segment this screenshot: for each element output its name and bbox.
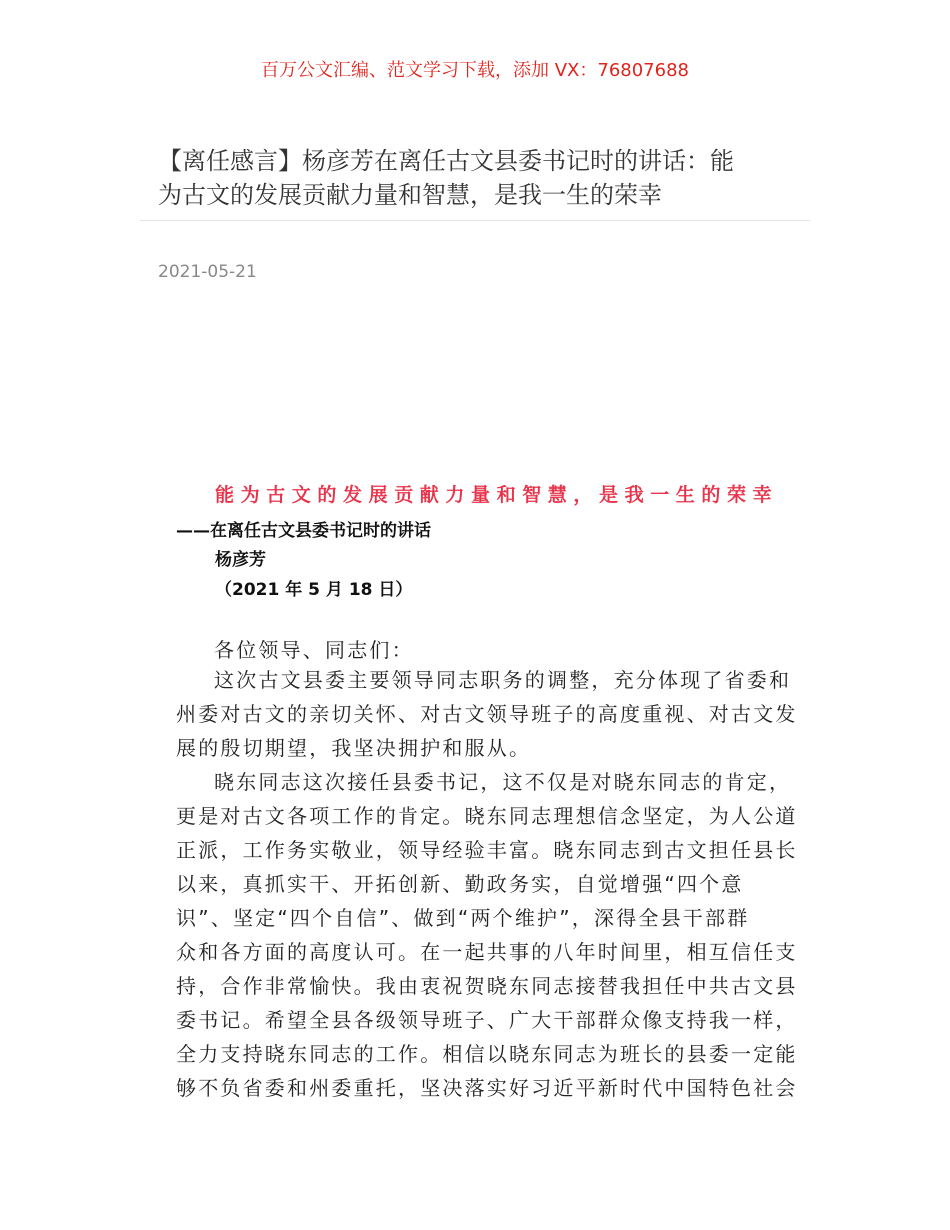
speech-subtitle: ——在离任古文县委书记时的讲话	[176, 521, 431, 541]
promo-banner: 百万公文汇编、范文学习下载，添加 VX：76807688	[261, 60, 689, 81]
title-divider	[140, 220, 810, 221]
article-title-line-2: 为古文的发展贡献力量和智慧，是我一生的荣幸	[158, 181, 662, 209]
body-line: 各位领导、同志们：	[214, 638, 414, 662]
body-line: 更是对古文各项工作的肯定。晓东同志理想信念坚定，为人公道	[176, 804, 798, 828]
body-line: 众和各方面的高度认可。在一起共事的八年时间里，相互信任支	[176, 940, 798, 964]
body-line: 这次古文县委主要领导同志职务的调整，充分体现了省委和	[214, 668, 792, 692]
body-line: 以来，真抓实干、开拓创新、勤政务实，自觉增强“四个意	[176, 872, 744, 896]
speech-author: 杨彦芳	[215, 550, 266, 570]
speech-heading: 能为古文的发展贡献力量和智慧，是我一生的荣幸	[215, 484, 779, 506]
body-line: 正派，工作务实敬业，领导经验丰富。晓东同志到古文担任县长	[176, 838, 798, 862]
body-line: 全力支持晓东同志的工作。相信以晓东同志为班长的县委一定能	[176, 1042, 798, 1066]
body-line: 委书记。希望全县各级领导班子、广大干部群众像支持我一样，	[176, 1008, 798, 1032]
body-line: 州委对古文的亲切关怀、对古文领导班子的高度重视、对古文发	[176, 702, 798, 726]
body-line: 识”、坚定“四个自信”、做到“两个维护”，深得全县干部群	[176, 906, 750, 930]
publish-date: 2021-05-21	[158, 262, 257, 282]
article-title-line-1: 【离任感言】杨彦芳在离任古文县委书记时的讲话：能	[158, 147, 734, 175]
body-line: 展的殷切期望，我坚决拥护和服从。	[176, 736, 532, 760]
body-line: 够不负省委和州委重托，坚决落实好习近平新时代中国特色社会	[176, 1076, 798, 1100]
body-line: 晓东同志这次接任县委书记，这不仅是对晓东同志的肯定，	[214, 770, 792, 794]
body-line: 持，合作非常愉快。我由衷祝贺晓东同志接替我担任中共古文县	[176, 974, 798, 998]
speech-date: （2021 年 5 月 18 日）	[215, 580, 413, 600]
